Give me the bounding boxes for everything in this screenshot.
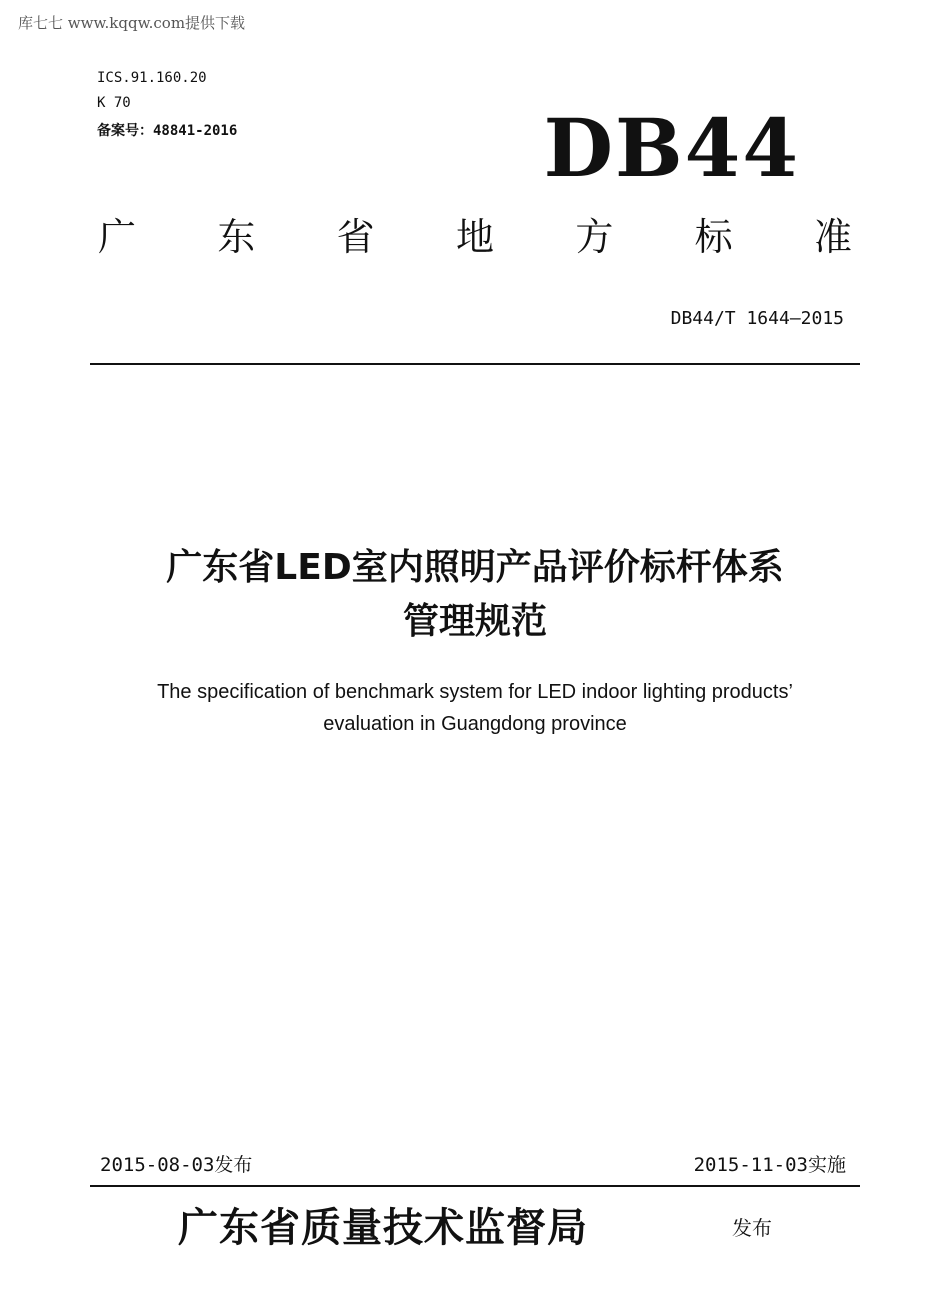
standard-type-char: 标 (694, 215, 733, 259)
bottom-divider (90, 1185, 860, 1187)
standard-type-char: 方 (575, 215, 614, 259)
standard-type-heading (90, 215, 860, 259)
standard-type-char: 地 (455, 215, 494, 259)
title-en-line2: evaluation in Guangdong province (323, 713, 627, 735)
top-divider (90, 363, 860, 365)
issue-label: 发布 (214, 1154, 253, 1176)
standard-type-char: 东 (217, 215, 256, 259)
publish-label: 发布 (732, 1216, 772, 1240)
standard-type-char: 广 (98, 215, 137, 259)
implement-date: 2015-11-03 (693, 1154, 808, 1176)
standard-number: DB44/T 1644—2015 (670, 308, 844, 329)
implement-date-block (694, 1150, 846, 1177)
ccs-code: K 70 (97, 95, 131, 111)
record-number: 备案号：48841-2016 (97, 123, 238, 139)
standard-type-char: 准 (813, 215, 852, 259)
implement-label: 实施 (807, 1154, 846, 1176)
watermark-text: 库七七 www.kqqw.com提供下载 (18, 14, 246, 32)
standard-type-char: 省 (336, 215, 375, 259)
issue-date: 2015-08-03 (100, 1154, 215, 1176)
title-cn-line2: 管理规范 (402, 601, 547, 642)
title-cn-line1: 广东省LED室内照明产品评价标杆体系 (166, 547, 784, 588)
title-en-line1: The specification of benchmark system for LED indoor lighting products’ (157, 681, 793, 703)
publisher-name: 广东省质量技术监督局 (178, 1204, 588, 1251)
ics-code: ICS.91.160.20 (97, 70, 207, 86)
issue-date-block (100, 1150, 252, 1177)
db44-mark: DB44 (543, 101, 800, 195)
